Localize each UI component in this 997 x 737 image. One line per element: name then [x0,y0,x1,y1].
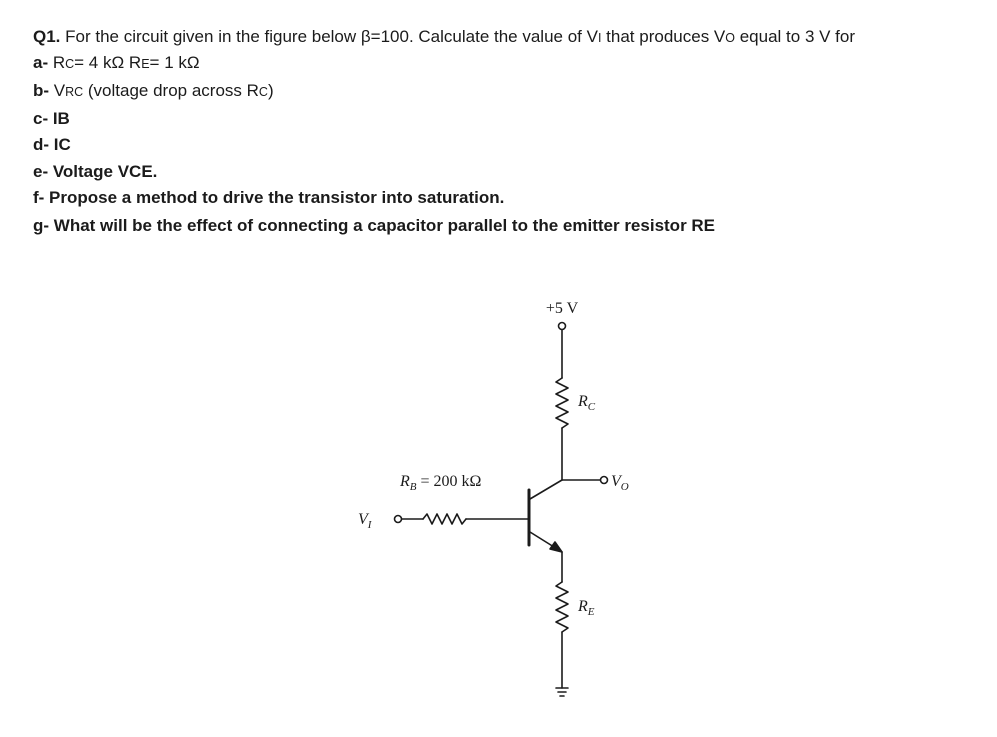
rb-label: $R_B = 200$ kΩ [400,473,482,493]
item-e: e- Voltage VCE. [33,162,158,181]
vi-label: $V_I$ [358,511,372,531]
supply-terminal [559,323,566,330]
emitter-arrow-icon [550,542,562,552]
item-d: d- IC [33,135,71,154]
rc-label: $R_C$ [578,393,596,413]
item-f: f- Propose a method to drive the transistor into saturation. [33,188,505,207]
circuit-diagram [330,285,650,725]
re-resistor-symbol [556,582,568,632]
rb-resistor-symbol [423,514,466,524]
item-g: g- What will be the effect of connecting a capacitor parallel to the emitter resistor RE [33,216,716,235]
item-b: b- VRC (voltage drop across RC) [33,81,274,100]
supply-label: +5 V [545,300,579,317]
re-label: $R_E$ [578,598,595,618]
vo-label: $V_O$ [611,473,629,493]
vo-terminal [601,477,608,484]
collector-lead [530,480,562,499]
item-a: a- RC= 4 kΩ RE= 1 kΩ [33,53,200,72]
question-number: Q1. [33,27,61,46]
vi-terminal [395,516,402,523]
question-header: Q1. For the circuit given in the figure below β=100. Calculate the value of VI that produces VO equal to 3 V for [33,27,856,46]
item-c: c- IB [33,109,70,128]
rc-resistor-symbol [556,378,568,428]
